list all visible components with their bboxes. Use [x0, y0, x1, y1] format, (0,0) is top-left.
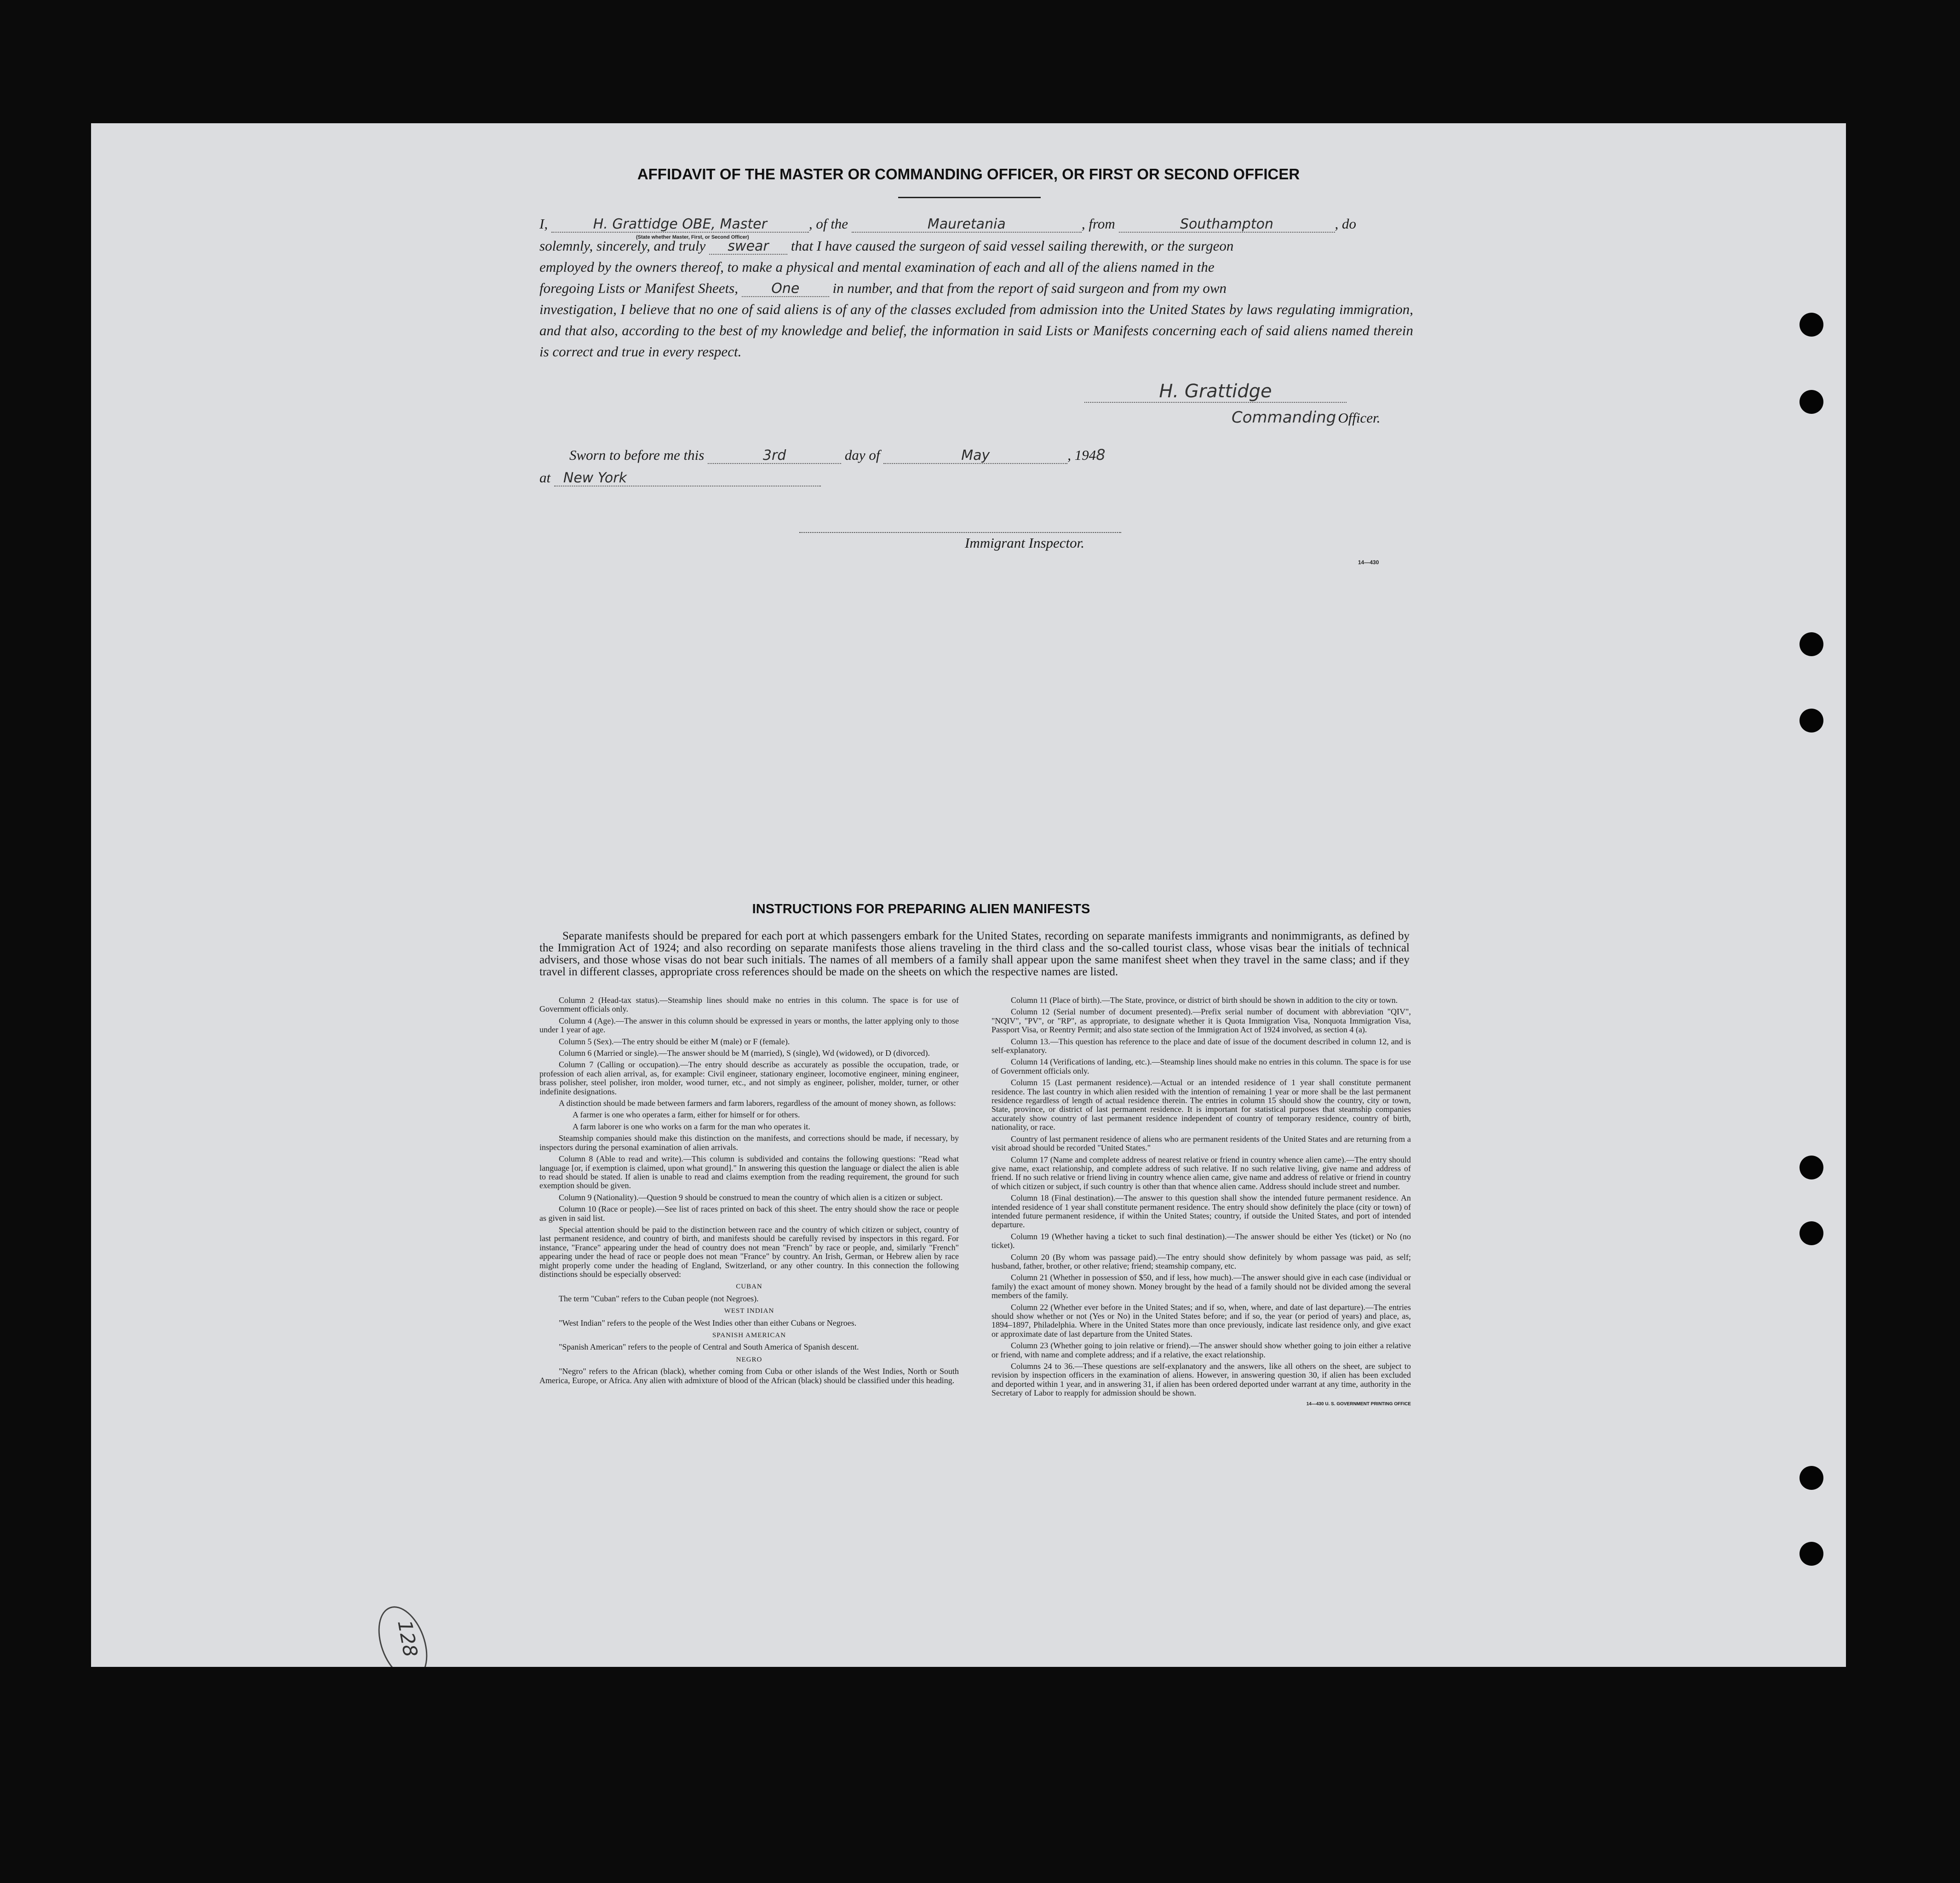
affidavit-line-1	[539, 213, 1413, 235]
officer-handwritten: Commanding	[1232, 408, 1336, 427]
left-paragraph: A farmer is one who operates a farm, either for himself or for others.	[573, 1110, 800, 1120]
body-text-1: employed by the owners thereof, to make a physical and mental examination of each and all of the aliens named in the	[539, 259, 1215, 275]
year-suffix: 8	[1096, 446, 1106, 464]
sworn-prefix: Sworn to before me this	[569, 447, 705, 463]
punch-hole	[1800, 390, 1823, 414]
race-definition: The term "Cuban" refers to the Cuban people (not Negroes).	[559, 1293, 759, 1303]
left-paragraph: Column 4 (Age).—The answer in this column should be expressed in years or months, the latter applying only to those under 1 year of age.	[539, 1016, 959, 1035]
right-paragraph: Column 15 (Last permanent residence).—Actual or an intended residence of 1 year shall constitute permanent residence. The last country in which alien resided with the intention of remaining 1 year or more shall be the last permanent residence regardless of length of actual residence therein. The entries in column 15 should show the country, city or town, State, province, or district of last permanent residence. It is important for statistical purposes that steamship companies accurately show country of last permanent residence independent of country of temporary residence, country of birth, nationality, or race.	[991, 1078, 1411, 1132]
affidavit-line-4	[539, 278, 1413, 299]
year-prefix: , 194	[1067, 447, 1096, 463]
race-definition: "Spanish American" refers to the people of Central and South America of Spanish descent.	[559, 1342, 859, 1352]
printing-office-note: 14—430 U. S. GOVERNMENT PRINTING OFFICE	[1306, 1401, 1411, 1407]
right-paragraph: Column 22 (Whether ever before in the United States; and if so, when, where, and date of last departure).—The entries should show whether or not (Yes or No) in the United States before; and if so, the year (or period of years) and place, as, 1894–1897, Philadelphia. Where in the United States more than once previously, indicate last residence only, and give exact or approximate date of last departure from the United States.	[991, 1302, 1411, 1339]
punch-hole	[1800, 1221, 1823, 1245]
at-label: at	[539, 469, 551, 486]
left-paragraph: Column 7 (Calling or occupation).—The entry should describe as accurately as possible the occupation, trade, or profession of each alien arrival, as, for example: Civil engineer, stationary engineer, locomotive engineer, mining engineer, brass polisher, steel polisher, iron molder, wood turner, etc., and not simply as engineer, polisher, molder, turner, or other indefinite designations.	[539, 1060, 959, 1096]
from-label: , from	[1081, 216, 1115, 232]
day-of-label: day of	[844, 447, 880, 463]
punch-hole	[1800, 1466, 1823, 1490]
left-paragraph: A distinction should be made between farmers and farm laborers, regardless of the amount of money shown, as follows:	[559, 1099, 956, 1108]
right-paragraph: Column 19 (Whether having a ticket to such final destination).—The answer should be either Yes (ticket) or No (no ticket).	[991, 1231, 1411, 1250]
sworn-day: 3rd	[708, 448, 841, 464]
sworn-line	[569, 444, 1305, 466]
race-heading: NEGRO	[736, 1356, 762, 1363]
affidavit-body: investigation, I believe that no one of said aliens is of any of the classes excluded from admission into the United States by laws regulating immigration, and that also, according to the best of my knowledge and belief, the information in said Lists or Manifests concerning each of said aliens named therein is correct and true in every respect.	[539, 301, 1413, 360]
left-paragraph: Special attention should be paid to the distinction between race and the country of which citizen or subject, country of last permanent residence, and country of birth, and manifests should be carefully revised by inspectors in this regard. For instance, "France" appearing under the head of country does not mean "French" by race or people, and, similarly "French" appearing under the head of race or people does not mean "France" by country. An Irish, German, or Hebrew alien by race might properly come under the heading of England, Switzerland, or any other country. In this connection the following distinctions should be especially observed:	[539, 1225, 959, 1279]
instructions-right-column	[991, 996, 1411, 1408]
solemnly-text: solemnly, sincerely, and truly	[539, 238, 706, 254]
officer-title	[1232, 408, 1380, 427]
right-paragraph: Column 11 (Place of birth).—The State, province, or district of birth should be shown in addition to the city or town.	[1011, 996, 1398, 1005]
inspector-label: Immigrant Inspector.	[965, 535, 1085, 551]
right-paragraph: Column 23 (Whether going to join relative or friend).—The answer should show whether going to join either a relative or friend, with name and complete address; and if a relative, the exact relationship.	[991, 1341, 1411, 1359]
form-number-top: 14—430	[1358, 559, 1379, 566]
master-signature: H. Grattidge	[1084, 381, 1347, 403]
right-paragraph: Column 13.—This question has reference to the place and date of issue of the document described in column 12, and is self-explanatory.	[991, 1036, 1411, 1055]
foregoing-text: foregoing Lists or Manifest Sheets,	[539, 280, 738, 296]
right-paragraph: Column 21 (Whether in possession of $50, and if less, how much).—The answer should give in each case (individual or family) the exact amount of money shown. Money brought by the head of a family should not be divided among the several members of the family.	[991, 1273, 1411, 1300]
left-paragraph: Column 9 (Nationality).—Question 9 should be construed to mean the country of which alien is a citizen or subject.	[559, 1192, 943, 1202]
left-paragraph: Column 6 (Married or single).—The answer should be M (married), S (single), Wd (widowed), or D (divorced).	[559, 1048, 930, 1058]
sworn-month: May	[883, 448, 1067, 464]
left-paragraph: Column 5 (Sex).—The entry should be either M (male) or F (female).	[559, 1036, 790, 1046]
right-paragraph: Column 18 (Final destination).—The answer to this question shall show the intended future permanent residence. An intended residence of 1 year shall constitute permanent residence. The entry should show definitely the place (city or town) of intended future permanent residence, if within the United States; country, if outside the United States, and port of intended departure.	[991, 1193, 1411, 1230]
manifest-page	[91, 123, 1846, 1671]
affidavit-i: I,	[539, 216, 548, 232]
vessel-name: Mauretania	[852, 217, 1082, 233]
right-paragraph: Column 20 (By whom was passage paid).—The entry should show definitely by whom passage was paid, as self; husband, father, brother, or other relative; friend; steamship company, etc.	[991, 1252, 1411, 1271]
do-label: , do	[1335, 216, 1356, 232]
left-paragraph: A farm laborer is one who works on a farm for the man who operates it.	[573, 1122, 810, 1131]
instructions-intro: Separate manifests should be prepared for each port at which passengers embark for the United States, recording on separate manifests immigrants and nonimmigrants, as defined by the Immigration Act of 1924; and also recording on separate manifests those aliens traveling in the third class and the so-called tourist class, whose visas bear the initials of technical advisers, and those whose visas do not bear such initials. The names of all members of a family shall appear upon the same manifest sheet when they travel in the same class; and if they travel in different classes, appropriate cross references should be made on the sheets on which the respective names are listed.	[539, 930, 1410, 978]
left-paragraph: Steamship companies should make this distinction on the manifests, and corrections should be made, if necessary, by inspectors during the personal examination of alien arrivals.	[539, 1133, 959, 1152]
right-paragraph: Column 14 (Verifications of landing, etc.).—Steamship lines should make no entries in this column. The space is for use of Government officials only.	[991, 1057, 1411, 1076]
officer-label: Officer.	[1338, 410, 1381, 426]
affidavit-line-2	[539, 235, 1413, 257]
punch-hole	[1800, 1542, 1823, 1566]
left-paragraph: Column 10 (Race or people).—See list of races printed on back of this sheet. The entry should show the race or people as given in said list.	[539, 1204, 959, 1223]
affidavit-title: AFFIDAVIT OF THE MASTER OR COMMANDING OFFICER, OR FIRST OR SECOND OFFICER	[637, 166, 1300, 183]
state-note: (State whether Master, First, or Second Officer)	[636, 235, 749, 240]
punch-hole	[1800, 313, 1823, 337]
punch-hole	[1800, 709, 1823, 733]
race-heading: WEST INDIAN	[724, 1307, 774, 1315]
caused-text: that I have caused the surgeon of said vessel sailing therewith, or the surgeon	[791, 238, 1234, 254]
race-definition: "Negro" refers to the African (black), whether coming from Cuba or other islands of the West Indies, North or South America, Europe, or Africa. Any alien with admixture of blood of the African (black) should be classified under this heading.	[539, 1367, 959, 1385]
sheet-count: One	[742, 281, 829, 297]
sworn-place: New York	[554, 471, 821, 486]
at-line	[539, 467, 907, 488]
margin-number: 128	[393, 1618, 422, 1659]
race-definition: "West Indian" refers to the people of the West Indies other than either Cubans or Negroes.	[559, 1318, 857, 1328]
punch-hole	[1800, 632, 1823, 656]
race-heading: CUBAN	[736, 1283, 762, 1291]
inspector-signature-line	[799, 532, 1121, 533]
instructions-left-column	[539, 996, 959, 1388]
punch-hole	[1800, 1156, 1823, 1179]
of-the-label: , of the	[808, 216, 848, 232]
right-paragraph: Country of last permanent residence of aliens who are permanent residents of the United States and are returning from a visit abroad should be recorded "United States."	[991, 1134, 1411, 1153]
race-heading: SPANISH AMERICAN	[712, 1332, 786, 1339]
in-number-text: in number, and that from the report of said surgeon and from my own	[832, 280, 1227, 296]
oath-word: swear	[709, 239, 787, 255]
affidavit-line-3	[539, 257, 1413, 278]
left-paragraph: Column 8 (Able to read and write).—This column is subdivided and contains the following questions: "Read what language [or, if exemption is claimed, upon what ground]." In answering this question the language or dialect the alien is able to read should be stated. If alien is unable to read and claims exemption from the reading requirement, the ground for such exemption should be given.	[539, 1154, 959, 1190]
master-name: H. Grattidge OBE, Master	[551, 217, 809, 233]
instructions-title: INSTRUCTIONS FOR PREPARING ALIEN MANIFESTS	[752, 902, 1090, 916]
title-divider	[898, 197, 1041, 198]
left-paragraph: Column 2 (Head-tax status).—Steamship lines should make no entries in this column. The space is for use of Government officials only.	[539, 996, 959, 1014]
scan-border	[83, 1667, 1858, 1704]
right-paragraph: Column 17 (Name and complete address of nearest relative or friend in country whence alien came).—The entry should give name, exact relationship, and complete address of such relative. If no such relative living, give name and address of friend. If no such relative or friend living in country whence alien came, give name and address of relative or friend in country of which citizen or subject, if such country is other than that whence alien came. Address should include street and number.	[991, 1155, 1411, 1191]
port-name: Southampton	[1119, 217, 1335, 233]
right-paragraph: Column 12 (Serial number of document presented).—Prefix serial number of document with abbreviation "QIV", "NQIV", "PV", or "RP", as appropriate, to designate whether it is Quota Immigration Visa, Nonquota Immigration Visa, Passport Visa, or Reentry Permit; and also state section of the Immigration Act of 1924 involved, as section 4 (a).	[991, 1007, 1411, 1035]
right-paragraph: Columns 24 to 36.—These questions are self-explanatory and the answers, like all others on the sheet, are subject to revision by inspection officers in the examination of aliens. However, in answering question 30, if alien has been excluded and deported within 1 year, and in answering 31, if alien has been ordered deported under warrant at any time, authority in the Secretary of Labor to reapply for admission should be shown.	[991, 1362, 1411, 1398]
